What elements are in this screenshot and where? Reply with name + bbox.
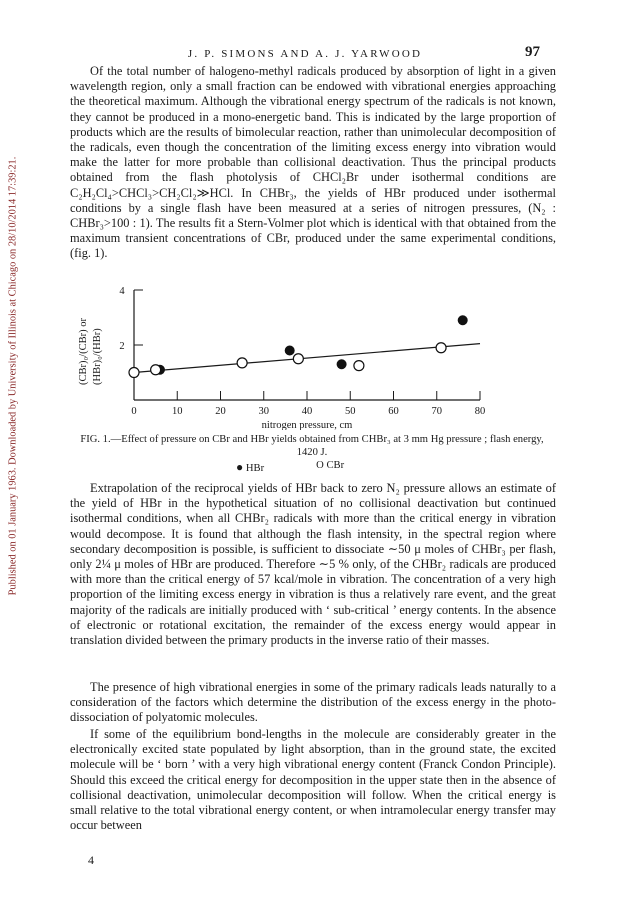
page-number: 97 <box>525 44 540 60</box>
y-tick-label: 2 <box>119 341 125 352</box>
cbr-data-point <box>237 358 247 368</box>
running-title: J. P. SIMONS AND A. J. YARWOOD <box>187 48 423 60</box>
chart-svg <box>70 270 550 430</box>
x-tick-label: 60 <box>388 406 399 417</box>
x-tick-label: 0 <box>131 406 137 417</box>
figure-caption: FIG. 1.—Effect of pressure on CBr and HBr yields obtained from CHBr₃ at 3 mm Hg pressure ; flash energy, 1420 J. <box>80 434 544 458</box>
hbr-data-point <box>458 315 468 325</box>
y-axis-label-line1: (CBr)₀/(CBr) or <box>78 318 89 385</box>
cbr-data-point <box>354 361 364 371</box>
chart-axes <box>134 290 480 400</box>
footer-mark: 4 <box>88 853 94 867</box>
legend-cbr-label: CBr <box>326 460 345 471</box>
cbr-data-point <box>436 343 446 353</box>
download-notice <box>2 96 24 656</box>
open-circle-icon: O <box>316 460 324 471</box>
hbr-data-point <box>337 359 347 369</box>
paragraph-1: Of the total number of halogeno-methyl radicals produced by absorption of light in a given wavelength region, only a small fraction can be endowed with vibrational energies approaching the theoretical maximum. Although the vibrational energy spectrum of the radicals is not known, they cannot be produced in a mono-energetic band. This is indicated by the large proportion of products which are the results of bimolecular reaction, rather than unimolecular decomposition of the radicals, even though the concentration of the limiting excess energy into vibration would make the latter for more probable than collisional deactivation. Thus the principal products obtained from the flash photolysis of CHCl₂Br under isothermal conditions are C₂H₂Cl₄>CHCl₃>CH₂Cl₂≫HCl. In CHBr₃, the yields of HBr produced under isothermal conditions by a single flash have been measured at a series of nitrogen pressures, (N₂ : CHBr₃>100 : 1). The results fit a Stern-Volmer plot which is identical with that obtained from the maximum transient concentrations of CBr, produced under the same experimental conditions, (fig. 1). <box>70 64 556 261</box>
paragraph-3: The presence of high vibrational energies in some of the primary radicals leads naturally to a consideration of the factors which determine the distribution of the excess energy in the photo-dissociation of polyatomic molecules. <box>70 680 556 725</box>
paragraph-4: If some of the equilibrium bond-lengths in the molecule are considerably greater in the electronically excited state populated by light absorption, than in the ground state, the excited molecule will be ‘ born ’ with a very high vibrational energy content (Franck Condon Principle). Should this exceed the critical energy for decomposition in the upper state then in the absence of collisional deactivation, unimolecular decomposition will follow. When the critical energy is small relative to the total vibrational energy content, or when intramolecular energy transfer may occur between <box>70 727 556 833</box>
y-tick-label: 4 <box>119 286 125 297</box>
x-tick-label: 80 <box>474 406 486 417</box>
legend-hbr-label: HBr <box>245 463 265 474</box>
chart-points <box>129 315 480 377</box>
x-tick-label: 40 <box>301 406 313 417</box>
x-tick-label: 70 <box>431 406 442 417</box>
chart-ticks <box>119 286 485 417</box>
x-tick-label: 50 <box>345 406 356 417</box>
x-axis-label: nitrogen pressure, cm <box>261 420 353 430</box>
x-tick-label: 20 <box>215 406 226 417</box>
hbr-data-point <box>285 346 295 356</box>
y-axis-label-line2: (HBr)₀/(HBr) <box>92 328 103 385</box>
filled-circle-icon: ● <box>236 460 244 474</box>
x-tick-label: 30 <box>258 406 269 417</box>
page-header <box>70 44 540 64</box>
paragraph-2: Extrapolation of the reciprocal yields of HBr back to zero N₂ pressure allows an estimate of the yield of HBr in the hypothetical situation of no collisional deactivation but continued isothermal conditions, when all CHBr₂ radicals with more than the critical energy in vibration would decompose. It is found that although the flash intensity, in the spectral region where secondary decomposition is possible, is sufficient to dissociate ∼50 μ moles of CHBr₃ per flash, only 2¼ μ moles of HBr are produced. Therefore ∼5 % only, of the CHBr₂ radicals are produced with more than the critical energy of 57 kcal/mole in vibration. The concentration of a very high proportion of the limiting excess energy in vibration is thus a relatively rare event, and the great majority of the radicals are initially produced with ‘ sub-critical ’ energy contents. In the absence of electronic or rotational excitation, the remainder of the excess energy would appear in translation divided between the primary products in the inverse ratio of their masses. <box>70 481 556 648</box>
legend-cbr <box>316 460 344 475</box>
cbr-data-point <box>151 365 161 375</box>
cbr-data-point <box>293 354 303 364</box>
cbr-data-point <box>129 368 139 378</box>
figure-legend <box>236 460 456 475</box>
download-notice-text: Published on 01 January 1963. Downloaded by University of Illinois at Chicago on 28/10/2014 17:39:21. <box>7 156 19 596</box>
fit-line <box>134 344 480 373</box>
x-tick-label: 10 <box>172 406 183 417</box>
figure-1-chart <box>70 270 550 430</box>
legend-hbr <box>236 460 264 475</box>
